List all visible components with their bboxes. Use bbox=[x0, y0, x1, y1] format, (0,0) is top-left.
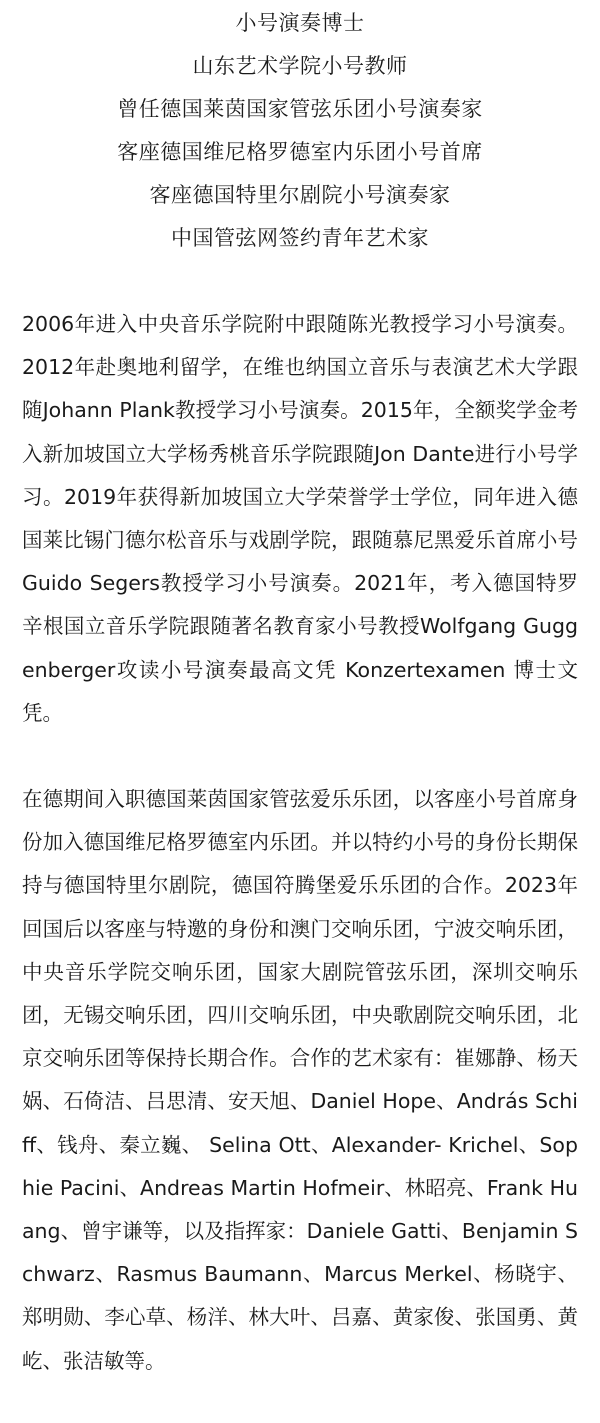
title-teacher: 山东艺术学院小号教师 bbox=[192, 54, 408, 78]
education-paragraph: 2006年进入中央音乐学院附中跟随陈光教授学习小号演奏。2012年赴奥地利留学，在维也纳国立音乐与表演艺术大学跟随Johann Plank教授学习小号演奏。2015年，全额奖学金考入新加坡国立大学杨秀桃音乐学院跟随Jon Dante进行小号学习。2019年获得新加坡国立大学荣誉学士学位，同年进入德国莱比锡门德尔松音乐与戏剧学院，跟随慕尼黑爱乐首席小号Guido Segers教授学习小号演奏。2021年，考入德国特罗辛根国立音乐学院跟随著名教育家小号教授Wolfgang Guggenberger攻读小号演奏最高文凭 Konzertexamen 博士文凭。 bbox=[22, 312, 578, 725]
title-block bbox=[22, 0, 578, 260]
title-signed-artist: 中国管弦网签约青年艺术家 bbox=[171, 226, 429, 250]
title-doctorate: 小号演奏博士 bbox=[235, 11, 365, 35]
career-paragraph: 在德期间入职德国莱茵国家管弦爱乐乐团，以客座小号首席身份加入德国维尼格罗德室内乐团。并以特约小号的身份长期保持与德国特里尔剧院，德国符腾堡爱乐乐团的合作。2023年回国后以客座与特邀的身份和澳门交响乐团，宁波交响乐团，中央音乐学院交响乐团，国家大剧院管弦乐团，深圳交响乐团，无锡交响乐团，四川交响乐团，中央歌剧院交响乐团，北京交响乐团等保持长期合作。合作的艺术家有：崔娜静、杨天娲、石倚洁、吕思清、安天旭、Daniel Hope、András Schiff、钱舟、秦立巍、 Selina Ott、Alexander- Krichel、Sophie Pacini、Andreas Martin Hofmeir、林昭亮、Frank Huang、曾宇谦等，以及指挥家：Daniele Gatti、Benjamin Schwarz、Rasmus Baumann、Marcus Merkel、杨晓宇、郑明勋、李心草、杨洋、林大叶、吕嘉、黄家俊、张国勇、黄屹、张洁敏等。 bbox=[22, 787, 578, 1373]
title-guest-theater: 客座德国特里尔剧院小号演奏家 bbox=[149, 183, 451, 207]
title-guest-principal: 客座德国维尼格罗德室内乐团小号首席 bbox=[117, 140, 483, 164]
title-former-orchestra: 曾任德国莱茵国家管弦乐团小号演奏家 bbox=[117, 97, 483, 121]
